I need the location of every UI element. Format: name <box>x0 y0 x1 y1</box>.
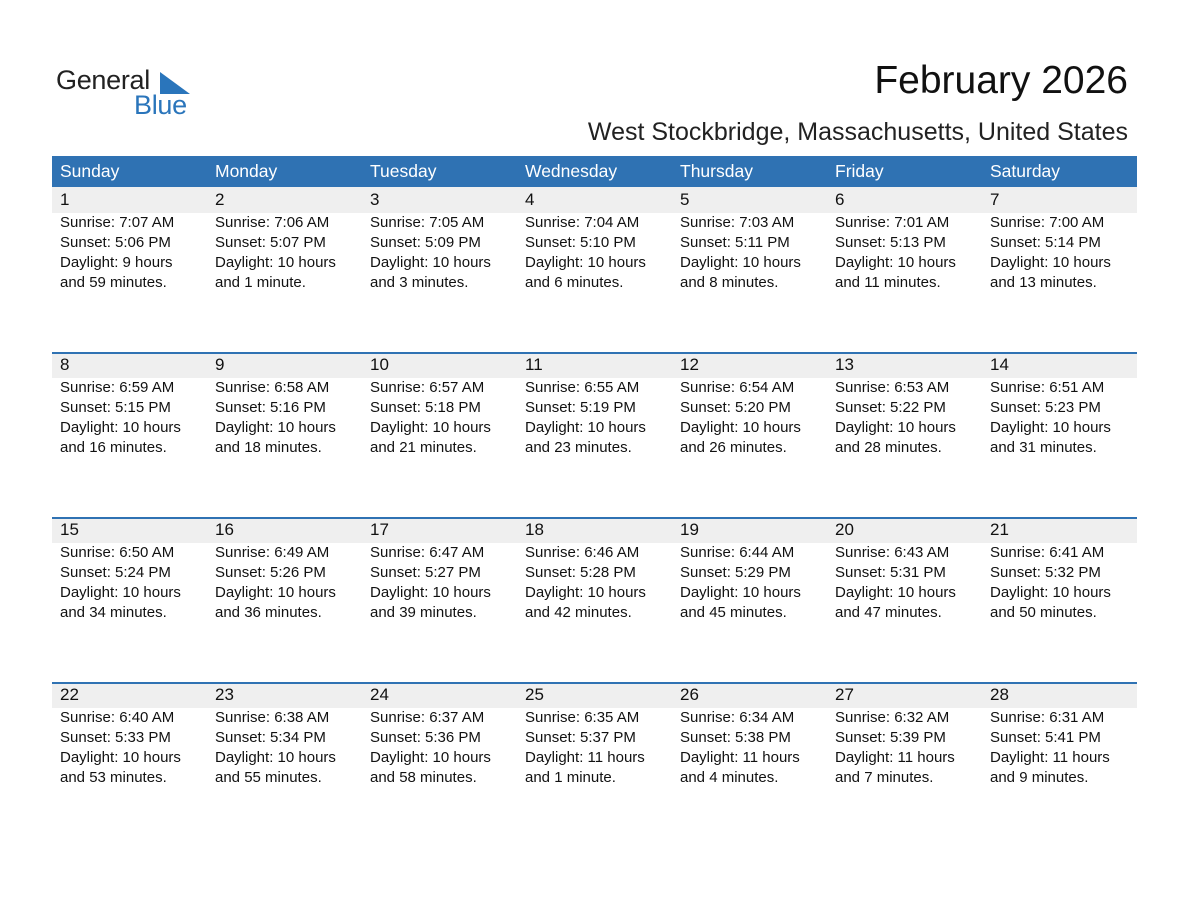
sunset-text: Sunset: 5:24 PM <box>60 564 171 581</box>
logo-text-blue: Blue <box>134 90 187 120</box>
daylight-hours-text: Daylight: 10 hours <box>60 584 181 601</box>
daylight-minutes-text: and 3 minutes. <box>370 274 469 291</box>
day-number: 27 <box>835 685 854 704</box>
daylight-hours-text: Daylight: 10 hours <box>215 254 336 271</box>
day-cell <box>207 517 362 623</box>
daylight-minutes-text: and 23 minutes. <box>525 439 632 456</box>
daylight-hours-text: Daylight: 10 hours <box>990 584 1111 601</box>
daylight-minutes-text: and 50 minutes. <box>990 604 1097 621</box>
day-number: 5 <box>680 190 690 209</box>
weekday-tuesday: Tuesday <box>370 161 437 181</box>
day-cell <box>52 517 207 623</box>
sunrise-text: Sunrise: 6:47 AM <box>370 544 485 561</box>
day-cell <box>982 682 1137 788</box>
daylight-hours-text: Daylight: 10 hours <box>370 584 491 601</box>
sunrise-text: Sunrise: 6:44 AM <box>680 544 795 561</box>
daylight-minutes-text: and 6 minutes. <box>525 274 624 291</box>
weekday-thursday: Thursday <box>680 161 753 181</box>
sunset-text: Sunset: 5:07 PM <box>215 234 326 251</box>
sunset-text: Sunset: 5:38 PM <box>680 729 791 746</box>
weekday-header-row <box>52 156 1137 187</box>
day-cell <box>672 517 827 623</box>
sunset-text: Sunset: 5:15 PM <box>60 399 171 416</box>
day-cell <box>52 352 207 458</box>
day-cell <box>827 352 982 458</box>
day-number: 3 <box>370 190 380 209</box>
day-number: 19 <box>680 520 699 539</box>
weekday-saturday: Saturday <box>990 161 1061 181</box>
sunset-text: Sunset: 5:39 PM <box>835 729 946 746</box>
sunrise-text: Sunrise: 6:43 AM <box>835 544 950 561</box>
daylight-minutes-text: and 47 minutes. <box>835 604 942 621</box>
daylight-minutes-text: and 55 minutes. <box>215 769 322 786</box>
sunset-text: Sunset: 5:31 PM <box>835 564 946 581</box>
daylight-hours-text: Daylight: 10 hours <box>835 254 956 271</box>
sunrise-text: Sunrise: 7:06 AM <box>215 214 330 231</box>
daylight-minutes-text: and 36 minutes. <box>215 604 322 621</box>
weekday-sunday: Sunday <box>60 161 120 181</box>
day-number: 12 <box>680 355 699 374</box>
daylight-minutes-text: and 7 minutes. <box>835 769 934 786</box>
daylight-hours-text: Daylight: 11 hours <box>990 749 1110 766</box>
weekday-monday: Monday <box>215 161 278 181</box>
daylight-minutes-text: and 45 minutes. <box>680 604 787 621</box>
sunset-text: Sunset: 5:26 PM <box>215 564 326 581</box>
daylight-hours-text: Daylight: 10 hours <box>370 419 491 436</box>
weekday-friday: Friday <box>835 161 884 181</box>
calendar-grid <box>52 156 1137 847</box>
daylight-minutes-text: and 42 minutes. <box>525 604 632 621</box>
sunrise-text: Sunrise: 6:32 AM <box>835 709 950 726</box>
sunrise-text: Sunrise: 6:31 AM <box>990 709 1105 726</box>
day-cell <box>982 187 1137 293</box>
sunrise-text: Sunrise: 6:37 AM <box>370 709 485 726</box>
day-cell <box>362 517 517 623</box>
day-cell <box>672 352 827 458</box>
day-number: 1 <box>60 190 70 209</box>
weekday-wednesday: Wednesday <box>525 161 618 181</box>
daylight-minutes-text: and 1 minute. <box>215 274 306 291</box>
calendar-week <box>52 187 1137 352</box>
calendar-week <box>52 682 1137 847</box>
day-number: 4 <box>525 190 535 209</box>
day-cell <box>207 187 362 293</box>
day-number: 6 <box>835 190 845 209</box>
sunrise-text: Sunrise: 6:57 AM <box>370 379 485 396</box>
daylight-hours-text: Daylight: 10 hours <box>215 749 336 766</box>
sunrise-text: Sunrise: 7:01 AM <box>835 214 950 231</box>
sunset-text: Sunset: 5:28 PM <box>525 564 636 581</box>
day-cell <box>982 352 1137 458</box>
sunset-text: Sunset: 5:32 PM <box>990 564 1101 581</box>
daylight-minutes-text: and 9 minutes. <box>990 769 1089 786</box>
sunrise-text: Sunrise: 6:54 AM <box>680 379 795 396</box>
daylight-hours-text: Daylight: 10 hours <box>215 584 336 601</box>
calendar-weeks <box>52 187 1137 847</box>
sunrise-text: Sunrise: 6:34 AM <box>680 709 795 726</box>
day-number: 2 <box>215 190 225 209</box>
day-number: 18 <box>525 520 544 539</box>
day-number: 11 <box>525 355 543 374</box>
sunset-text: Sunset: 5:18 PM <box>370 399 481 416</box>
sunrise-text: Sunrise: 6:40 AM <box>60 709 175 726</box>
daylight-hours-text: Daylight: 10 hours <box>835 419 956 436</box>
day-number: 15 <box>60 520 79 539</box>
day-number: 26 <box>680 685 699 704</box>
day-cell <box>207 352 362 458</box>
day-cell <box>52 682 207 788</box>
daylight-minutes-text: and 26 minutes. <box>680 439 787 456</box>
daylight-minutes-text: and 34 minutes. <box>60 604 167 621</box>
daylight-minutes-text: and 21 minutes. <box>370 439 477 456</box>
sunset-text: Sunset: 5:34 PM <box>215 729 326 746</box>
sunset-text: Sunset: 5:36 PM <box>370 729 481 746</box>
day-number: 13 <box>835 355 854 374</box>
day-cell <box>207 682 362 788</box>
sunset-text: Sunset: 5:16 PM <box>215 399 326 416</box>
sunrise-text: Sunrise: 7:03 AM <box>680 214 795 231</box>
sunset-text: Sunset: 5:14 PM <box>990 234 1101 251</box>
daylight-hours-text: Daylight: 10 hours <box>370 254 491 271</box>
sunrise-text: Sunrise: 6:46 AM <box>525 544 640 561</box>
sunset-text: Sunset: 5:37 PM <box>525 729 636 746</box>
sunset-text: Sunset: 5:09 PM <box>370 234 481 251</box>
day-number: 10 <box>370 355 389 374</box>
daylight-hours-text: Daylight: 11 hours <box>525 749 645 766</box>
day-number: 7 <box>990 190 1000 209</box>
sunrise-text: Sunrise: 6:49 AM <box>215 544 330 561</box>
day-number: 16 <box>215 520 234 539</box>
location-subtitle: West Stockbridge, Massachusetts, United States <box>587 118 1128 146</box>
day-number: 24 <box>370 685 389 704</box>
day-cell <box>827 682 982 788</box>
daylight-hours-text: Daylight: 10 hours <box>835 584 956 601</box>
sunset-text: Sunset: 5:22 PM <box>835 399 946 416</box>
sunrise-text: Sunrise: 6:50 AM <box>60 544 175 561</box>
calendar-week <box>52 352 1137 517</box>
sunset-text: Sunset: 5:27 PM <box>370 564 481 581</box>
day-cell <box>362 187 517 293</box>
day-cell <box>672 682 827 788</box>
day-number: 21 <box>990 520 1009 539</box>
day-number: 20 <box>835 520 854 539</box>
day-cell <box>362 682 517 788</box>
daylight-hours-text: Daylight: 10 hours <box>60 749 181 766</box>
daylight-minutes-text: and 18 minutes. <box>215 439 322 456</box>
day-number: 28 <box>990 685 1009 704</box>
daylight-minutes-text: and 13 minutes. <box>990 274 1097 291</box>
sunrise-text: Sunrise: 6:59 AM <box>60 379 175 396</box>
week-days <box>52 352 1137 458</box>
daylight-hours-text: Daylight: 9 hours <box>60 254 173 271</box>
week-days <box>52 187 1137 293</box>
sunrise-text: Sunrise: 6:51 AM <box>990 379 1105 396</box>
daylight-minutes-text: and 11 minutes. <box>835 274 941 291</box>
day-cell <box>517 187 672 293</box>
daylight-hours-text: Daylight: 10 hours <box>525 419 646 436</box>
week-days <box>52 682 1137 788</box>
daylight-minutes-text: and 8 minutes. <box>680 274 779 291</box>
sunset-text: Sunset: 5:06 PM <box>60 234 171 251</box>
daylight-hours-text: Daylight: 10 hours <box>370 749 491 766</box>
week-days <box>52 517 1137 623</box>
day-cell <box>827 187 982 293</box>
sunrise-text: Sunrise: 6:38 AM <box>215 709 330 726</box>
sunset-text: Sunset: 5:20 PM <box>680 399 791 416</box>
daylight-minutes-text: and 53 minutes. <box>60 769 167 786</box>
sunset-text: Sunset: 5:13 PM <box>835 234 946 251</box>
day-cell <box>672 187 827 293</box>
day-number: 22 <box>60 685 79 704</box>
sunrise-text: Sunrise: 6:53 AM <box>835 379 950 396</box>
sunrise-text: Sunrise: 6:41 AM <box>990 544 1105 561</box>
sunset-text: Sunset: 5:19 PM <box>525 399 636 416</box>
day-cell <box>517 682 672 788</box>
sunset-text: Sunset: 5:29 PM <box>680 564 791 581</box>
sunrise-text: Sunrise: 7:05 AM <box>370 214 485 231</box>
sunrise-text: Sunrise: 7:00 AM <box>990 214 1105 231</box>
daylight-hours-text: Daylight: 11 hours <box>835 749 955 766</box>
sunset-text: Sunset: 5:10 PM <box>525 234 636 251</box>
day-cell <box>517 352 672 458</box>
day-number: 9 <box>215 355 225 374</box>
daylight-minutes-text: and 31 minutes. <box>990 439 1097 456</box>
daylight-hours-text: Daylight: 10 hours <box>680 254 801 271</box>
daylight-hours-text: Daylight: 10 hours <box>680 584 801 601</box>
sunset-text: Sunset: 5:11 PM <box>680 234 790 251</box>
daylight-minutes-text: and 4 minutes. <box>680 769 779 786</box>
daylight-hours-text: Daylight: 10 hours <box>680 419 801 436</box>
daylight-minutes-text: and 58 minutes. <box>370 769 477 786</box>
daylight-hours-text: Daylight: 10 hours <box>990 254 1111 271</box>
sunset-text: Sunset: 5:41 PM <box>990 729 1101 746</box>
daylight-minutes-text: and 16 minutes. <box>60 439 167 456</box>
day-cell <box>827 517 982 623</box>
day-number: 25 <box>525 685 544 704</box>
sunrise-text: Sunrise: 6:58 AM <box>215 379 330 396</box>
sunrise-text: Sunrise: 7:07 AM <box>60 214 175 231</box>
day-cell <box>517 517 672 623</box>
day-cell <box>362 352 517 458</box>
sunset-text: Sunset: 5:33 PM <box>60 729 171 746</box>
daylight-hours-text: Daylight: 10 hours <box>215 419 336 436</box>
daylight-hours-text: Daylight: 10 hours <box>525 584 646 601</box>
day-number: 17 <box>370 520 389 539</box>
daylight-hours-text: Daylight: 10 hours <box>525 254 646 271</box>
sunset-text: Sunset: 5:23 PM <box>990 399 1101 416</box>
calendar-week <box>52 517 1137 682</box>
brand-logo <box>56 64 196 120</box>
daylight-hours-text: Daylight: 11 hours <box>680 749 800 766</box>
logo-text-general: General <box>56 65 150 95</box>
day-number: 8 <box>60 355 70 374</box>
sunrise-text: Sunrise: 6:55 AM <box>525 379 640 396</box>
daylight-minutes-text: and 39 minutes. <box>370 604 477 621</box>
page-title: February 2026 <box>874 59 1128 102</box>
daylight-hours-text: Daylight: 10 hours <box>60 419 181 436</box>
sunrise-text: Sunrise: 7:04 AM <box>525 214 640 231</box>
day-cell <box>52 187 207 293</box>
sunrise-text: Sunrise: 6:35 AM <box>525 709 640 726</box>
daylight-minutes-text: and 1 minute. <box>525 769 616 786</box>
day-cell <box>982 517 1137 623</box>
day-number: 14 <box>990 355 1009 374</box>
daylight-hours-text: Daylight: 10 hours <box>990 419 1111 436</box>
day-number: 23 <box>215 685 234 704</box>
daylight-minutes-text: and 59 minutes. <box>60 274 167 291</box>
daylight-minutes-text: and 28 minutes. <box>835 439 942 456</box>
